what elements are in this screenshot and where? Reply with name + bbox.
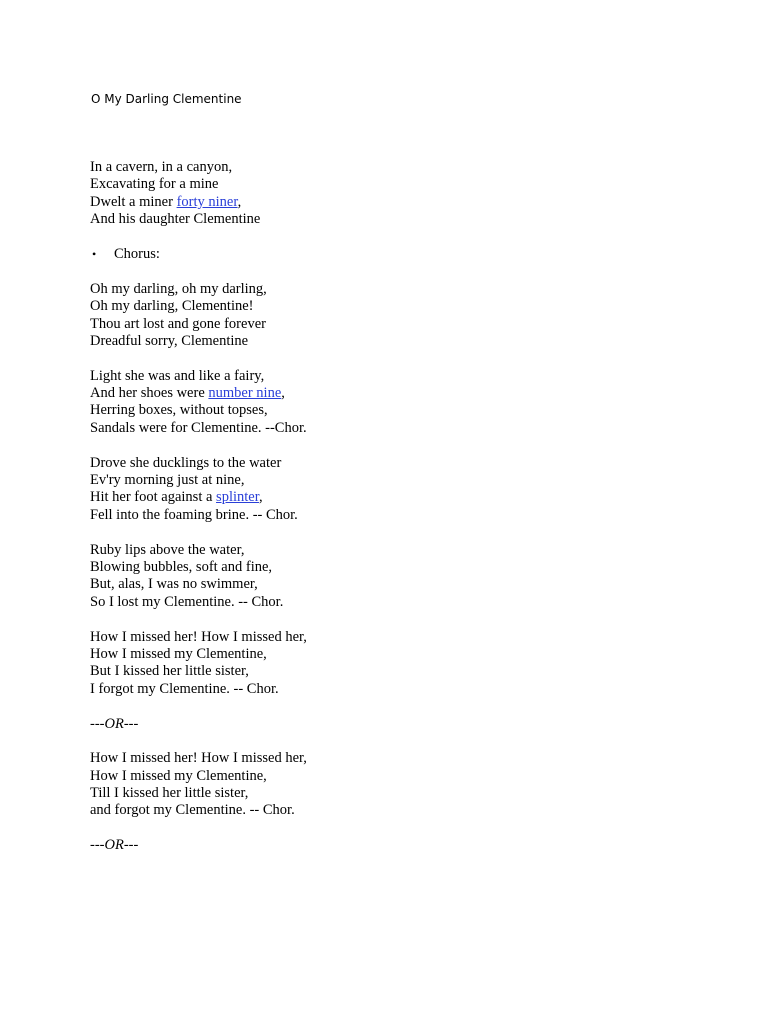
stanza-3-line-3-text: Hit her foot against a [90, 489, 217, 506]
stanza-gap [90, 820, 307, 837]
chorus-bullet-item [90, 246, 307, 263]
or-divider-2 [90, 837, 307, 854]
stanza-1-line-1: In a cavern, in a canyon, [90, 159, 233, 175]
stanza-5-line-1: How I missed her! How I missed her, [90, 628, 307, 645]
stanza-2-line-2-text: And her shoes were [90, 385, 209, 402]
document-title: O My Darling Clementine [91, 92, 242, 106]
stanza-3-line-3-comma: , [258, 489, 263, 506]
stanza-1-line-3-comma: , [237, 193, 242, 210]
stanza-6-line-1: How I missed her! How I missed her, [90, 750, 307, 767]
stanza-1-line-4: And his daughter Clementine [90, 211, 261, 228]
stanza-6-line-4: and forgot my Clementine. -- Chor. [90, 802, 295, 819]
or-word: OR [104, 715, 124, 732]
chorus-line-2: Oh my darling, Clementine! [90, 298, 254, 315]
stanza-6-line-2: How I missed my Clementine, [90, 767, 267, 784]
or-dashes-right: --- [123, 715, 139, 732]
chorus-label: Chorus: [114, 245, 160, 262]
stanza-4-line-1: Ruby lips above the water, [90, 541, 245, 558]
bullet-icon: • [92, 246, 97, 261]
stanza-3-line-4: Fell into the foaming brine. -- Chor. [90, 506, 298, 523]
stanza-gap [90, 437, 307, 454]
number-nine-link[interactable]: number nine [208, 385, 282, 402]
stanza-2-line-2-comma: , [281, 385, 285, 402]
stanza-gap [90, 229, 307, 246]
stanza-gap [90, 263, 307, 280]
stanza-4-line-4: So I lost my Clementine. -- Chor. [90, 593, 284, 610]
stanza-1-line-3 [90, 194, 307, 211]
chorus-line-3: Thou art lost and gone forever [90, 315, 266, 332]
forty-niner-link[interactable]: forty niner [176, 193, 238, 210]
stanza-1-line-3-text: Dwelt a miner [90, 193, 177, 210]
stanza-3-line-3 [90, 489, 307, 506]
or-divider-1 [90, 716, 307, 733]
stanza-3-line-2: Ev'ry morning just at nine, [90, 472, 245, 489]
chorus-line-4: Dreadful sorry, Clementine [90, 332, 249, 349]
stanza-6-line-3: Till I kissed her little sister, [90, 785, 249, 802]
stanza-1-line-2: Excavating for a mine [90, 176, 219, 193]
stanza-2-line-2 [90, 385, 307, 402]
poem-body [90, 159, 307, 855]
or-dashes-left: --- [90, 715, 105, 732]
or-dashes-right: --- [123, 837, 139, 854]
stanza-5-line-2: How I missed my Clementine, [90, 645, 267, 662]
stanza-gap [90, 611, 307, 628]
or-dashes-left: --- [90, 837, 105, 854]
stanza-gap [90, 350, 307, 367]
stanza-gap [90, 733, 307, 750]
stanza-3-line-1: Drove she ducklings to the water [90, 454, 282, 471]
stanza-2-line-1: Light she was and like a fairy, [90, 367, 265, 384]
stanza-4-line-3: But, alas, I was no swimmer, [90, 576, 258, 593]
stanza-5-line-3: But I kissed her little sister, [90, 663, 249, 680]
stanza-5-line-4: I forgot my Clementine. -- Chor. [90, 680, 279, 697]
chorus-line-1: Oh my darling, oh my darling, [90, 280, 267, 297]
stanza-gap [90, 698, 307, 715]
stanza-gap [90, 524, 307, 541]
stanza-2-line-3: Herring boxes, without topses, [90, 402, 268, 419]
splinter-link[interactable]: splinter [216, 489, 259, 506]
stanza-4-line-2: Blowing bubbles, soft and fine, [90, 558, 273, 575]
stanza-2-line-4: Sandals were for Clementine. --Chor. [90, 419, 307, 436]
or-word: OR [104, 837, 124, 854]
